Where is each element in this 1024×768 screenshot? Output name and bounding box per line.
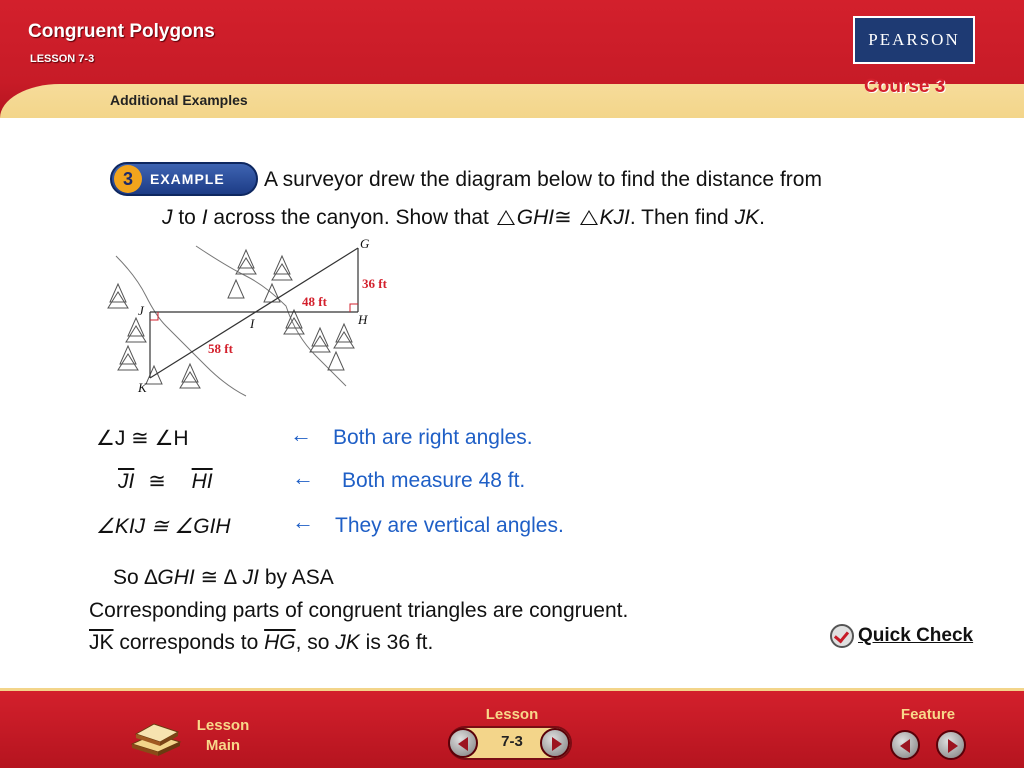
reason-vertical: They are vertical angles.	[335, 514, 564, 537]
label-k: K	[138, 380, 147, 395]
arrow-icon: ←	[292, 465, 314, 490]
measure-ki: 58 ft	[208, 341, 233, 356]
arrow-icon: ←	[292, 509, 314, 534]
conclusion-ji: JI	[236, 566, 260, 589]
example-badge	[110, 162, 258, 196]
segment-jk: $\overline{JK}$	[89, 631, 114, 654]
lesson-prev-button[interactable]	[448, 728, 478, 758]
answer-so: , so	[295, 631, 336, 654]
answer-statement	[89, 631, 433, 655]
answer-end: is 36 ft.	[359, 631, 434, 654]
tree-group	[108, 250, 354, 388]
lesson-main-line2[interactable]: Main	[205, 737, 241, 754]
point-i: I	[201, 206, 208, 229]
feature-prev-button[interactable]	[890, 730, 920, 760]
conclusion-asa	[113, 565, 334, 590]
course-label: Course 3	[864, 76, 946, 97]
right-angle-h	[350, 304, 358, 312]
triangle-kji: KJI	[599, 206, 630, 229]
lesson-main-link[interactable]	[186, 716, 260, 756]
lesson-nav-label: Lesson	[485, 706, 539, 723]
label-j: J	[138, 303, 144, 318]
segment-jk: JK	[734, 206, 760, 229]
quick-check-label[interactable]: Quick Check	[858, 625, 974, 646]
conclusion-ghi: GHI	[157, 566, 195, 589]
segment-ji: $\overline{JI}$	[118, 470, 135, 493]
page-title: Congruent Polygons	[28, 21, 215, 42]
quick-check-link[interactable]	[830, 624, 973, 648]
books-icon[interactable]	[128, 716, 184, 756]
lesson-main-line1[interactable]: Lesson	[196, 717, 250, 734]
congruent-symbol: ≅	[148, 470, 166, 493]
right-angle-j	[150, 312, 158, 320]
statement-vertical-angles: ∠KIJ ≅ ∠GIH	[96, 515, 231, 538]
statement-angle-j-h: ∠J ≅ ∠H	[96, 427, 189, 450]
triangle-icon	[580, 210, 598, 225]
checkmark-icon	[830, 624, 854, 648]
feature-nav-label: Feature	[900, 706, 956, 723]
segment-hi: $\overline{HI}$	[191, 470, 213, 493]
reason-right-angles: Both are right angles.	[333, 426, 533, 449]
arrow-icon: ←	[290, 422, 312, 447]
conclusion-so: So ∆	[113, 566, 158, 589]
point-j: J	[162, 206, 173, 229]
segment-jk-answer: JK	[335, 631, 360, 654]
period: .	[759, 206, 765, 229]
word-to: to	[178, 206, 196, 229]
answer-mid: corresponds to	[113, 631, 265, 654]
problem-text-line2	[162, 205, 765, 230]
measure-ih: 48 ft	[302, 294, 327, 309]
canyon-diagram	[96, 236, 416, 398]
congruent-symbol: ≅	[554, 206, 572, 229]
reason-measure: Both measure 48 ft.	[342, 469, 526, 492]
label-h: H	[358, 312, 368, 327]
example-number: 3	[114, 165, 142, 193]
conclusion-delta: ∆	[223, 566, 237, 589]
cpctc-statement: Corresponding parts of congruent triangles are congruent.	[89, 599, 629, 622]
section-subtitle: Additional Examples	[110, 92, 248, 108]
conclusion-by: by ASA	[259, 566, 334, 589]
feature-next-button[interactable]	[936, 730, 966, 760]
problem-then: . Then find	[629, 206, 729, 229]
problem-text-line1: A surveyor drew the diagram below to find the distance from	[264, 168, 822, 191]
measure-gh: 36 ft	[362, 276, 387, 291]
problem-middle: across the canyon. Show that	[213, 206, 489, 229]
pearson-logo: PEARSON	[853, 16, 975, 64]
label-g: G	[360, 236, 370, 251]
lesson-next-button[interactable]	[540, 728, 570, 758]
lesson-number: LESSON 7-3	[30, 53, 95, 65]
example-label: EXAMPLE	[150, 171, 225, 187]
segment-hg: $\overline{HG}$	[264, 631, 296, 654]
triangle-icon	[497, 210, 515, 225]
congruent-symbol: ≅	[194, 566, 224, 589]
triangle-ghi: GHI	[516, 206, 555, 229]
lesson-number-display: 7-3	[501, 733, 523, 750]
label-i: I	[250, 316, 255, 331]
canyon-edge	[196, 246, 346, 386]
statement-ji-hi	[118, 469, 213, 494]
